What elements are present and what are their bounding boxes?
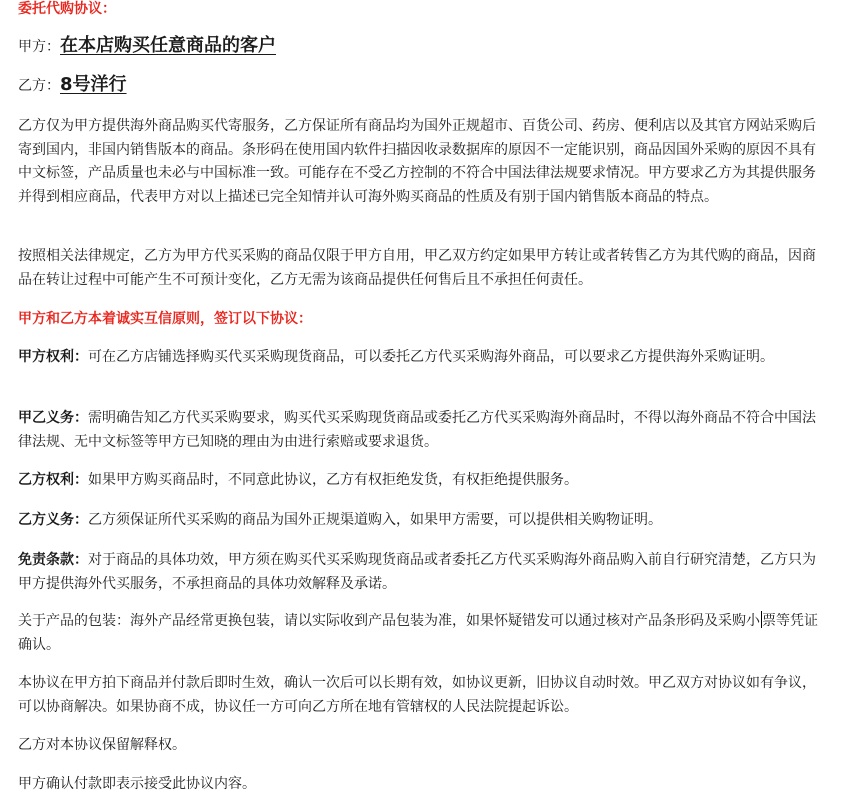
legal-paragraph: 按照相关法律规定，乙方为甲方代买采购的商品仅限于甲方自用，甲乙双方约定如果甲方转让或者转售乙方为其代购的商品，因商品在转让过程中可能产生不可预计变化，乙方无需为该商品提供任何售后且不承担任何责任。	[18, 248, 816, 288]
clause-party-b-rights	[18, 469, 818, 493]
acceptance-paragraph: 甲方确认付款即表示接受此协议内容。	[18, 776, 256, 792]
party-b-value: 8号洋行	[60, 74, 127, 95]
party-a-label: 甲方：	[18, 39, 60, 55]
clause-text: 对于商品的具体功效，甲方须在购买代买采购现货商品或者委托乙方代买采购海外商品购入前自行研究清楚，乙方只为甲方提供海外代买服务，不承担商品的具体功效解释及承诺。	[18, 552, 816, 592]
clause-term: 甲乙义务：	[18, 410, 88, 426]
clause-term: 甲方权利：	[18, 349, 88, 365]
party-b-label: 乙方：	[18, 78, 60, 94]
principle-heading: 甲方和乙方本着诚实互信原则，签订以下协议：	[18, 311, 312, 327]
clause-text: 可在乙方店铺选择购买代买采购现货商品，可以委托乙方代买采购海外商品，可以要求乙方提供海外采购证明。	[88, 349, 774, 365]
interpretation-paragraph: 乙方对本协议保留解释权。	[18, 737, 186, 753]
party-a-value: 在本店购买任意商品的客户	[60, 35, 276, 56]
agreement-title: 委托代购协议：	[18, 1, 116, 17]
effectiveness-paragraph: 本协议在甲方拍下商品并付款后即时生效，确认一次后可以长期有效，如协议更新，旧协议自动时效。甲乙双方对协议如有争议，可以协商解决。如果协商不成，协议任一方可向乙方所在地有管辖权的人民法院提起诉讼。	[18, 675, 816, 715]
packaging-text-before: 关于产品的包装：海外产品经常更换包装，请以实际收到产品包装为准，如果怀疑错发可以通过核对产品条形码及采购小	[18, 613, 760, 629]
clause-text: 需明确告知乙方代买采购要求，购买代买采购现货商品或委托乙方代买采购海外商品时，不得以海外商品不符合中国法律法规、无中文标签等甲方已知晓的理由为由进行索赔或要求退货。	[18, 410, 816, 450]
clause-term: 免责条款：	[18, 552, 88, 568]
clause-text: 如果甲方购买商品时，不同意此协议，乙方有权拒绝发货，有权拒绝提供服务。	[88, 472, 578, 488]
party-b-line	[18, 72, 830, 99]
packaging-text-after: 票等凭证确认。	[18, 613, 818, 653]
clause-party-a-rights	[18, 346, 818, 370]
clause-text: 乙方须保证所代买采购的商品为国外正规渠道购入，如果甲方需要，可以提供相关购物证明。	[88, 512, 662, 528]
clause-term: 乙方义务：	[18, 512, 88, 528]
packaging-paragraph[interactable]	[18, 610, 818, 657]
party-a-line	[18, 33, 830, 60]
clause-term: 乙方权利：	[18, 472, 88, 488]
clause-party-b-obligations	[18, 509, 818, 533]
clause-disclaimer	[18, 549, 818, 596]
clause-ab-obligations	[18, 407, 818, 454]
intro-paragraph: 乙方仅为甲方提供海外商品购买代寄服务，乙方保证所有商品均为国外正规超市、百货公司、药房、便利店以及其官方网站采购后寄到国内，非国内销售版本的商品。条形码在使用国内软件扫描因收录数据库的原因不一定能识别，商品因国外采购的原因不具有中文标签，产品质量也未必与中国标准一致。可能存在不受乙方控制的不符合中国法律法规要求情况。甲方要求乙方为其提供服务并得到相应商品，代表甲方对以上描述已完全知情并认可海外购买商品的性质及有别于国内销售版本商品的特点。	[18, 118, 816, 205]
